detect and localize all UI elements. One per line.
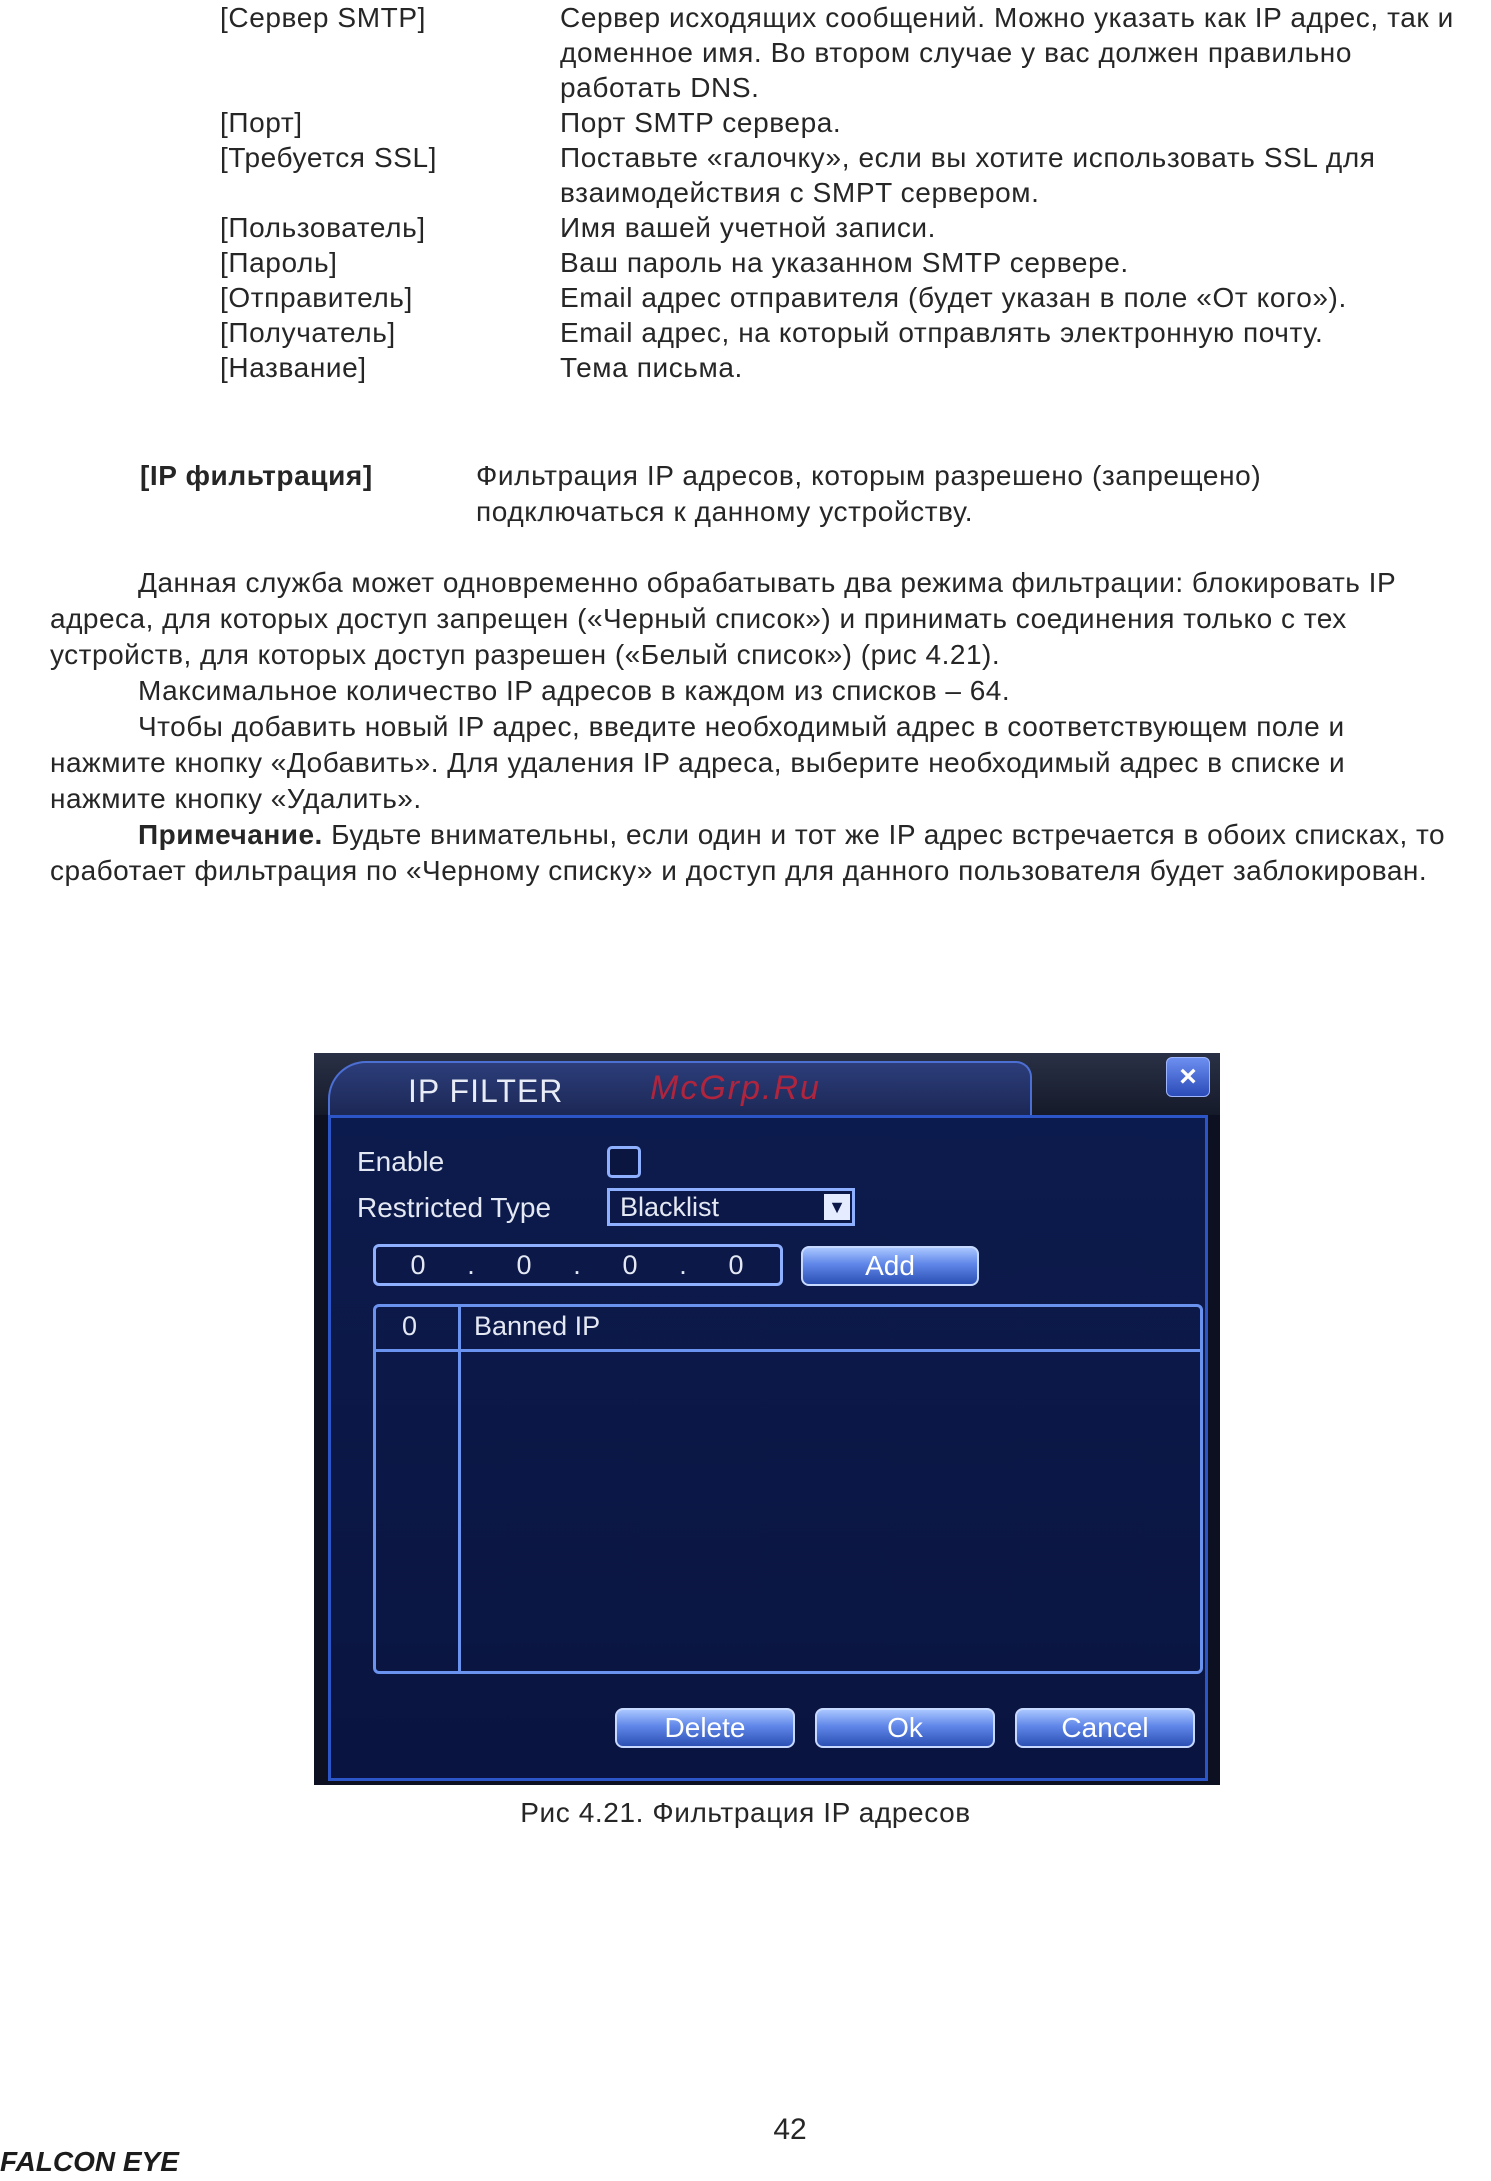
- paragraph: Максимальное количество IP адресов в каждом из списков – 64.: [138, 675, 1011, 706]
- paragraph: Чтобы добавить новый IP адрес, введите необходимый адрес в соответствующем поле и нажмите кнопку «Добавить». Для удаления IP адреса, выберите необходимый адрес в списке и нажмите кнопку «Удалить».: [50, 711, 1346, 814]
- definition-row: [220, 245, 1480, 280]
- settings-panel: [328, 1115, 1208, 1781]
- page-number: 42: [773, 2113, 807, 2146]
- definition-row: [220, 140, 1480, 210]
- restricted-type-select[interactable]: [607, 1188, 855, 1226]
- definition-term: [Получатель]: [220, 317, 396, 348]
- definition-row: [220, 210, 1480, 245]
- ip-filter-section: [140, 458, 1440, 530]
- delete-button[interactable]: Delete: [615, 1708, 795, 1748]
- definition-desc: Ваш пароль на указанном SMTP сервере.: [560, 247, 1129, 278]
- window-title: IP FILTER: [408, 1073, 564, 1109]
- ip-filter-term: [IP фильтрация]: [140, 460, 373, 491]
- definition-row: [220, 280, 1480, 315]
- definition-row: [220, 350, 1480, 385]
- chevron-down-icon[interactable]: ▼: [824, 1194, 850, 1220]
- note-label: Примечание.: [138, 819, 323, 850]
- ip-filter-screenshot: [314, 1053, 1220, 1785]
- figure-caption: Рис 4.21. Фильтрация IP адресов: [520, 1797, 971, 1828]
- paragraph: Данная служба может одновременно обрабатывать два режима фильтрации: блокировать IP адреса, для которых доступ запрещен («Черный список») и принимать соединения только с тех устройств, для которых доступ разрешен («Белый список») (рис 4.21).: [50, 567, 1396, 670]
- ip-address-input[interactable]: [373, 1244, 783, 1286]
- definition-term: [Пользователь]: [220, 212, 426, 243]
- body-text: [50, 565, 1462, 889]
- title-bar: [314, 1053, 1220, 1115]
- definitions-list: [220, 0, 1480, 385]
- ip-octet[interactable]: 0: [516, 1249, 532, 1280]
- definition-row: [220, 105, 1480, 140]
- ip-octet[interactable]: 0: [728, 1249, 744, 1280]
- definition-term: [Порт]: [220, 107, 303, 138]
- ip-octet[interactable]: 0: [410, 1249, 426, 1280]
- ip-filter-desc: Фильтрация IP адресов, которым разрешено (запрещено) подключаться к данному устройству.: [476, 460, 1262, 527]
- add-button[interactable]: Add: [801, 1246, 979, 1286]
- definition-desc: Сервер исходящих сообщений. Можно указать как IP адрес, так и доменное имя. Во втором случае у вас должен правильно работать DNS.: [560, 2, 1454, 103]
- restricted-type-value: Blacklist: [620, 1192, 720, 1222]
- list-header: [376, 1307, 1200, 1352]
- definition-term: [Сервер SMTP]: [220, 2, 426, 33]
- ip-separator: .: [573, 1249, 581, 1280]
- definition-desc: Порт SMTP сервера.: [560, 107, 842, 138]
- note-paragraph: [50, 817, 1462, 889]
- close-icon: ×: [1179, 1060, 1197, 1093]
- note-text: Будьте внимательны, если один и тот же IP адрес встречается в обоих списках, то сработает фильтрация по «Черному списку» и доступ для данного пользователя будет заблокирован.: [50, 819, 1446, 886]
- ok-button[interactable]: Ok: [815, 1708, 995, 1748]
- definition-term: [Отправитель]: [220, 282, 413, 313]
- definition-desc: Email адрес, на который отправлять электронную почту.: [560, 317, 1324, 348]
- definition-term: [Название]: [220, 352, 367, 383]
- definition-term: [Требуется SSL]: [220, 142, 438, 173]
- enable-label: Enable: [357, 1146, 445, 1177]
- watermark: McGrp.Ru: [650, 1069, 821, 1107]
- ip-octet[interactable]: 0: [622, 1249, 638, 1280]
- brand-logo: FALCON EYE: [0, 2146, 179, 2177]
- list-column-title: Banned IP: [474, 1311, 601, 1341]
- restricted-type-label: Restricted Type: [357, 1192, 552, 1223]
- definition-desc: Имя вашей учетной записи.: [560, 212, 937, 243]
- list-count: 0: [402, 1311, 418, 1341]
- banned-ip-list[interactable]: [373, 1304, 1203, 1674]
- enable-checkbox[interactable]: [607, 1146, 641, 1178]
- column-divider: [458, 1307, 461, 1671]
- close-button[interactable]: [1166, 1057, 1210, 1097]
- ip-separator: .: [679, 1249, 687, 1280]
- definition-desc: Поставьте «галочку», если вы хотите использовать SSL для взаимодействия с SMPT сервером.: [560, 142, 1376, 208]
- cancel-button[interactable]: Cancel: [1015, 1708, 1195, 1748]
- definition-row: [220, 315, 1480, 350]
- definition-row: [220, 0, 1480, 105]
- definition-desc: Email адрес отправителя (будет указан в поле «От кого»).: [560, 282, 1347, 313]
- definition-term: [Пароль]: [220, 247, 338, 278]
- ip-separator: .: [467, 1249, 475, 1280]
- definition-desc: Тема письма.: [560, 352, 743, 383]
